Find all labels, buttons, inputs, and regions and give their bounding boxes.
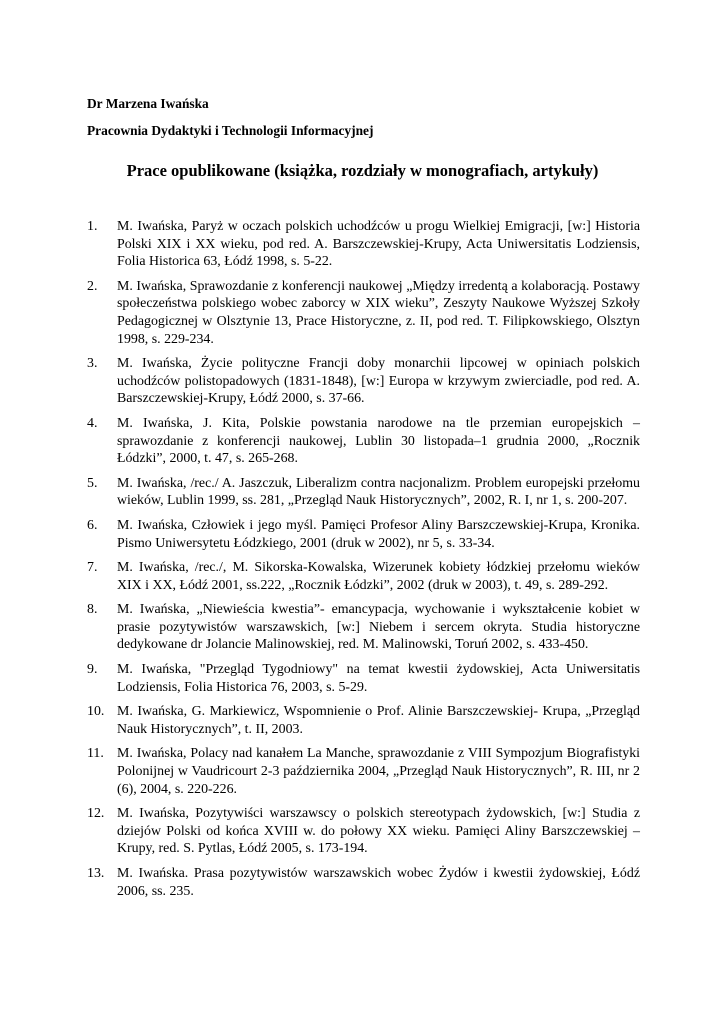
publication-text: M. Iwańska, Życie polityczne Francji doby monarchii lipcowej w opiniach polskich uchodźców polistopadowych (1831-1848), [w:] Europa w krzywym zwierciadle, pod red. A. Barszczewskiej-Krupy, Łódź 2000, s. 37-66. xyxy=(117,356,640,407)
author-unit: Pracownia Dydaktyki i Technologii Informacyjnej xyxy=(87,123,374,138)
author-header xyxy=(87,90,373,144)
publication-item xyxy=(87,745,640,798)
publication-number: 4. xyxy=(87,415,98,431)
publication-text: M. Iwańska. Prasa pozytywistów warszawskich wobec Żydów i kwestii żydowskiej, Łódź 2006, ss. 235. xyxy=(117,866,640,899)
section-heading: Prace opublikowane (książka, rozdziały w monografiach, artykuły) xyxy=(126,161,599,180)
publication-text: M. Iwańska, Człowiek i jego myśl. Pamięci Profesor Aliny Barszczewskiej-Krupa, Kronika. Pismo Uniwersytetu Łódzkiego, 2001 (druk w 2002), nr 5, s. 33-34. xyxy=(117,517,640,551)
publication-text: M. Iwańska, Sprawozdanie z konferencji naukowej „Między irredentą a kolaboracją. Postawy społeczeństwa polskiego wobec zaborcy w XIX wieku”, Zeszyty Naukowe Wyższej Szkoły Pedagogicznej w Olsztynie 13, Prace Historyczne, z. II, pod red. T. Filipkowskiego, Olsztyn 1998, s. 229-234. xyxy=(117,278,640,347)
publication-number: 13. xyxy=(87,866,105,881)
publication-number: 5. xyxy=(87,475,98,491)
publication-item xyxy=(87,475,640,510)
publication-item xyxy=(87,865,640,900)
publication-number: 11. xyxy=(87,746,104,762)
publication-item xyxy=(87,355,640,408)
publication-text: M. Iwańska, Paryż w oczach polskich uchodźców u progu Wielkiej Emigracji, [w:] Historia Polski XIX i XX wieku, pod red. A. Barszczewskiej-Krupy, Acta Uniwersitatis Lodziensis, Folia Historica 63, Łódź 1998, s. 5-22. xyxy=(117,219,640,270)
publication-number: 6. xyxy=(87,517,98,533)
publication-text: M. Iwańska, „Niewieścia kwestia”- emancypacja, wychowanie i wykształcenie kobiet w prasie pozytywistów warszawskich, [w:] Niebem i sercem okryta. Studia historyczne dedykowane dr Jolancie Malinowskiej, red. M. Malinowski, Toruń 2002, s. 433-450. xyxy=(117,602,640,653)
publication-number: 3. xyxy=(87,356,98,372)
publication-number: 1. xyxy=(87,219,98,234)
publication-text: M. Iwańska, J. Kita, Polskie powstania narodowe na tle przemian europejskich – sprawozdanie z konferencji naukowej, Lublin 30 listopada–1 grudnia 2000, „Rocznik Łódzki”, 2000, t. 47, s. 265-268. xyxy=(117,415,640,467)
publication-list xyxy=(87,218,640,907)
publication-item xyxy=(87,415,640,468)
publication-number: 8. xyxy=(87,602,98,618)
publication-text: M. Iwańska, /rec./, M. Sikorska-Kowalska, Wizerunek kobiety łódzkiej przełomu wieków XIX i XX, Łódź 2001, ss.222, „Rocznik Łódzki”, 2002 (druk w 2003), t. 49, s. 289-292. xyxy=(117,560,640,593)
author-name: Dr Marzena Iwańska xyxy=(87,96,209,111)
publication-number: 9. xyxy=(87,662,98,678)
publication-text: M. Iwańska, /rec./ A. Jaszczuk, Liberalizm contra nacjonalizm. Problem europejski przełomu wieków, Lublin 1999, ss. 281, „Przegląd Nauk Historycznych”, 2002, R. I, nr 1, s. 200-207. xyxy=(117,475,640,509)
publication-number: 12. xyxy=(87,806,105,822)
publication-item xyxy=(87,661,640,696)
publication-number: 2. xyxy=(87,278,98,294)
publication-item xyxy=(87,517,640,552)
publication-number: 7. xyxy=(87,560,98,576)
publication-number: 10. xyxy=(87,704,105,720)
publication-item xyxy=(87,703,640,738)
publication-text: M. Iwańska, G. Markiewicz, Wspomnienie o Prof. Alinie Barszczewskiej- Krupa, „Przegląd Nauk Historycznych”, t. II, 2003. xyxy=(117,704,640,737)
publication-text: M. Iwańska, "Przegląd Tygodniowy" na temat kwestii żydowskiej, Acta Uniwersitatis Lodziensis, Folia Historica 76, 2003, s. 5-29. xyxy=(117,662,640,695)
publication-text: M. Iwańska, Polacy nad kanałem La Manche, sprawozdanie z VIII Sympozjum Biografistyki Polonijnej w Vaudricourt 2-3 października 2004, „Przegląd Nauk Historycznych”, R. III, nr 2 (6), 2004, s. 220-226. xyxy=(117,746,640,797)
publication-item xyxy=(87,278,640,348)
publication-item xyxy=(87,559,640,594)
publication-item xyxy=(87,218,640,271)
publication-item xyxy=(87,805,640,858)
publication-item xyxy=(87,601,640,654)
publication-text: M. Iwańska, Pozytywiści warszawscy o polskich stereotypach żydowskich, [w:] Studia z dziejów Polski od końca XVIII w. do połowy XX wieku. Pamięci Aliny Barszczewskiej – Krupy, red. S. Pytlas, Łódź 2005, s. 173-194. xyxy=(117,806,640,857)
